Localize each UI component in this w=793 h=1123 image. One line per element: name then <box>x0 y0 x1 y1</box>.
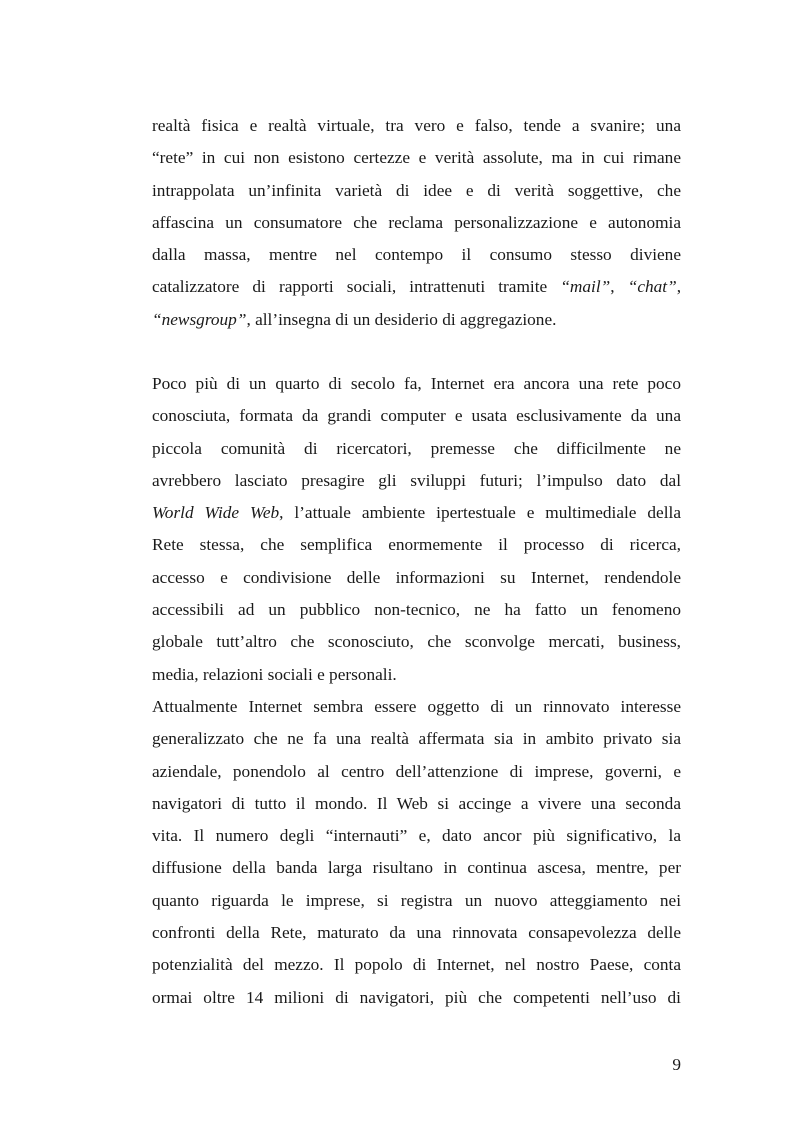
text-line <box>152 110 681 142</box>
text-line <box>152 723 681 755</box>
italic-term: “chat” <box>627 277 677 297</box>
text-segment: avrebbero lasciato presagire gli sviluppi futuri; l’impulso dato dal <box>152 470 681 490</box>
text-segment: confronti della Rete, maturato da una rinnovata consapevolezza delle <box>152 923 681 943</box>
text-line <box>152 529 681 561</box>
italic-term: World Wide Web <box>152 503 280 523</box>
text-segment: conosciuta, formata da grandi computer e usata esclusivamente da una <box>152 406 681 426</box>
paragraph-1 <box>152 110 681 336</box>
text-line <box>152 788 681 820</box>
page-number: 9 <box>672 1055 681 1074</box>
text-segment: aziendale, ponendolo al centro dell’attenzione di imprese, governi, e <box>152 761 681 781</box>
text-segment: intrappolata un’infinita varietà di idee e di verità soggettive, che <box>152 180 681 200</box>
text-segment: affascina un consumatore che reclama personalizzazione e autonomia <box>152 212 681 232</box>
paragraphs-2-3 <box>152 368 681 1014</box>
text-segment: ormai oltre 14 milioni di navigatori, più che competenti nell’uso di <box>152 987 681 1007</box>
text-segment: realtà fisica e realtà virtuale, tra vero e falso, tende a svanire; una <box>152 116 681 135</box>
italic-term: “newsgroup” <box>152 309 247 329</box>
paragraph-2 <box>152 368 681 691</box>
paragraph-3 <box>152 691 681 1014</box>
text-segment: , <box>676 277 682 297</box>
text-segment: piccola comunità di ricercatori, premesse che difficilmente ne <box>152 438 681 458</box>
text-segment: navigatori di tutto il mondo. Il Web si accinge a vivere una seconda <box>152 793 681 813</box>
text-segment: quanto riguarda le imprese, si registra un nuovo atteggiamento nei <box>152 890 681 910</box>
text-segment: Attualmente Internet sembra essere oggetto di un rinnovato interesse <box>152 696 681 716</box>
text-line <box>152 626 681 658</box>
text-line <box>152 142 681 174</box>
text-line <box>152 433 681 465</box>
text-line <box>152 949 681 981</box>
text-segment: diffusione della banda larga risultano in continua ascesa, mentre, per <box>152 858 681 878</box>
text-segment: vita. Il numero degli “internauti” e, dato ancor più significativo, la <box>152 826 681 846</box>
text-line <box>152 756 681 788</box>
text-line <box>152 917 681 949</box>
text-line <box>152 820 681 852</box>
italic-term: “mail” <box>560 277 611 297</box>
text-line <box>152 207 681 239</box>
text-segment: Poco più di un quarto di secolo fa, Internet era ancora una rete poco <box>152 374 681 393</box>
text-line <box>152 175 681 207</box>
text-segment: catalizzatore di rapporti sociali, intrattenuti tramite <box>152 277 561 297</box>
text-segment: dalla massa, mentre nel contempo il consumo stesso diviene <box>152 245 681 265</box>
text-line <box>152 852 681 884</box>
text-segment: potenzialità del mezzo. Il popolo di Internet, nel nostro Paese, conta <box>152 955 681 975</box>
text-segment: , all’insegna di un desiderio di aggregazione. <box>246 309 557 329</box>
text-line <box>152 982 681 1014</box>
text-line <box>152 659 681 691</box>
text-segment: generalizzato che ne fa una realtà affermata sia in ambito privato sia <box>152 729 681 749</box>
text-line <box>152 304 681 336</box>
text-segment: Rete stessa, che semplifica enormemente il processo di ricerca, <box>152 535 681 555</box>
text-line <box>152 400 681 432</box>
text-line <box>152 885 681 917</box>
text-line <box>152 368 681 400</box>
text-line <box>152 562 681 594</box>
text-segment: accesso e condivisione delle informazioni su Internet, rendendole <box>152 567 681 587</box>
text-segment: media, relazioni sociali e personali. <box>152 664 397 684</box>
text-line <box>152 271 681 303</box>
text-segment: accessibili ad un pubblico non-tecnico, ne ha fatto un fenomeno <box>152 600 681 620</box>
text-segment: “rete” in cui non esistono certezze e verità assolute, ma in cui rimane <box>152 148 681 168</box>
text-segment: , l’attuale ambiente ipertestuale e multimediale della <box>279 503 681 523</box>
text-segment: globale tutt’altro che sconosciuto, che sconvolge mercati, business, <box>152 632 681 652</box>
text-line <box>152 594 681 626</box>
text-line <box>152 465 681 497</box>
text-line <box>152 497 681 529</box>
text-segment: , <box>610 277 628 297</box>
text-line <box>152 691 681 723</box>
text-line <box>152 239 681 271</box>
